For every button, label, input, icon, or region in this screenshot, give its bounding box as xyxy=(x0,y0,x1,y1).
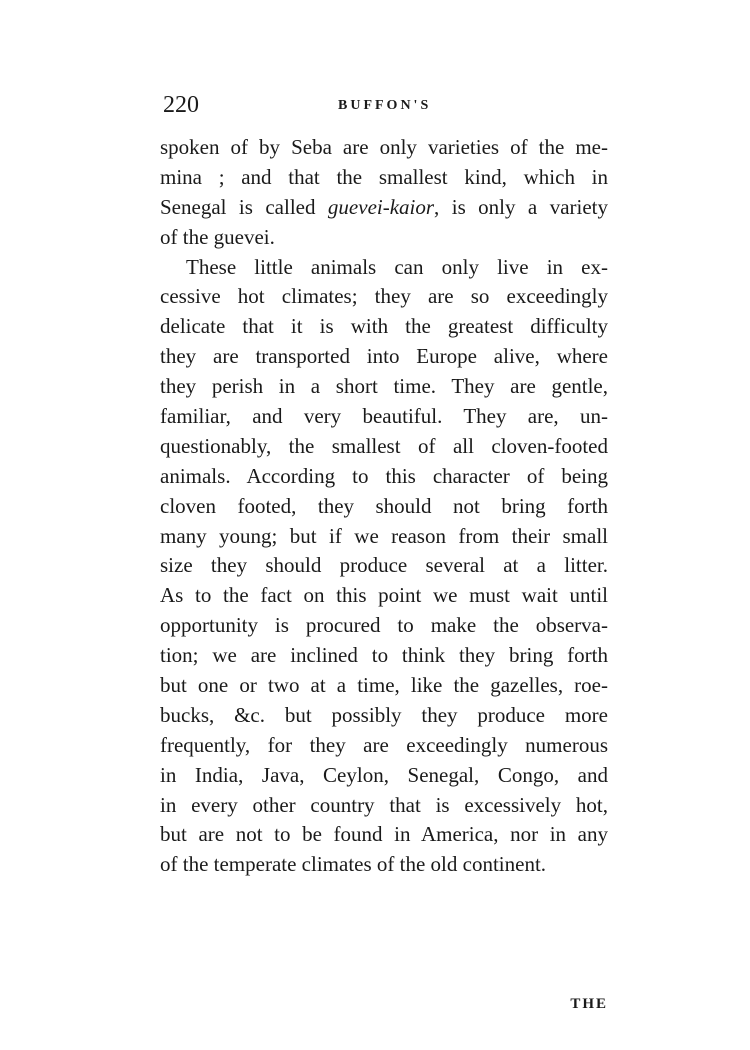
text-line: cloven footed, they should not bring forth xyxy=(160,493,608,518)
paragraph xyxy=(160,253,608,881)
italic-term: guevei-kaior xyxy=(327,194,435,219)
text-line: of the temperate climates of the old continent. xyxy=(160,852,547,877)
text-line: they are transported into Europe alive, where xyxy=(160,344,608,369)
text-line: opportunity is procured to make the observa- xyxy=(160,613,608,638)
page-number: 220 xyxy=(163,92,199,118)
text-line: animals. According to this character of being xyxy=(160,463,608,488)
paragraph xyxy=(160,133,608,253)
text-line: but one or two at a time, like the gazelles, roe- xyxy=(160,673,608,698)
text-line: size they should produce several at a litter. xyxy=(160,553,608,578)
body-text xyxy=(160,133,608,880)
text-line: of the guevei. xyxy=(160,224,275,249)
text-line: These little animals can only live in ex- xyxy=(186,254,608,279)
text-line: delicate that it is with the greatest difficulty xyxy=(160,314,608,339)
text-line: mina ; and that the smallest kind, which in xyxy=(160,164,608,189)
running-head: BUFFON'S xyxy=(338,98,432,113)
text-line: As to the fact on this point we must wait until xyxy=(160,583,608,608)
text-segment: Senegal is called xyxy=(160,194,328,219)
text-segment: , is only a variety xyxy=(434,194,608,219)
text-line: they perish in a short time. They are gentle, xyxy=(160,374,608,399)
text-line: spoken of by Seba are only varieties of the me- xyxy=(160,135,608,159)
page-header xyxy=(163,92,608,122)
text-line: in India, Java, Ceylon, Senegal, Congo, and xyxy=(160,762,608,787)
text-line: frequently, for they are exceedingly numerous xyxy=(160,732,608,757)
text-line: in every other country that is excessively hot, xyxy=(160,792,608,817)
text-line: but are not to be found in America, nor in any xyxy=(160,822,608,847)
text-line: bucks, &c. but possibly they produce more xyxy=(160,702,608,727)
text-line: familiar, and very beautiful. They are, un- xyxy=(160,404,608,429)
text-line: many young; but if we reason from their small xyxy=(160,523,608,548)
text-line: cessive hot climates; they are so exceedingly xyxy=(160,284,608,309)
catchword: THE xyxy=(570,996,608,1012)
text-line: questionably, the smallest of all cloven-footed xyxy=(160,433,608,458)
text-line xyxy=(160,193,608,223)
text-line: tion; we are inclined to think they bring forth xyxy=(160,643,608,668)
